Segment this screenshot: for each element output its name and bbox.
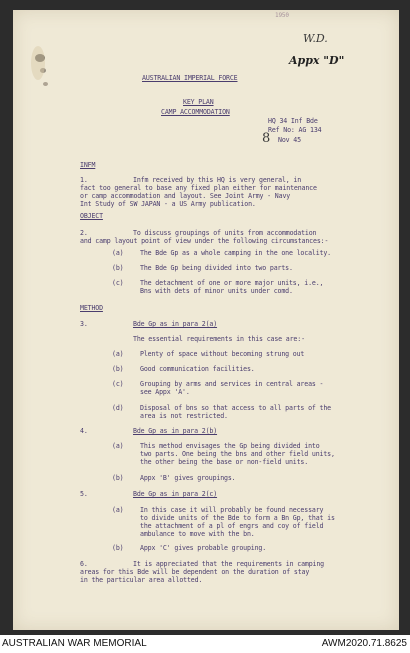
handwritten-date-num: 8 (262, 131, 271, 146)
archive-footer (0, 635, 410, 653)
stamp-top: 1950 (275, 12, 289, 19)
para-3b-label: (b) (112, 365, 124, 373)
para-2-line: To discuss groupings of units from accommodation (133, 229, 317, 237)
para-3b-line: Good communication facilities. (140, 365, 255, 373)
para-2b-line: The Bde Gp being divided into two parts. (140, 264, 293, 272)
para-2a-label: (a) (112, 249, 124, 257)
para-1-number: 1. (80, 176, 88, 184)
para-4a-label: (a) (112, 442, 124, 450)
para-4b-line: Appx 'B' gives groupings. (140, 474, 236, 482)
para-4a-line: This method envisages the Gp being divided into (140, 442, 320, 450)
para-2c-line: The detachment of one or more major units, i.e., (140, 279, 324, 287)
para-4b-label: (b) (112, 474, 124, 482)
para-3d-label: (d) (112, 404, 124, 412)
para-1-line: fact too general to base any fixed plan either for maintenance (80, 184, 317, 192)
para-5a-line: the attachment of a pl of engrs and coy of field (140, 522, 324, 530)
para-1-line: Int Study of SW JAPAN - a US Army publication. (80, 200, 256, 208)
heading-camp: CAMP ACCOMMODATION (161, 108, 230, 116)
footer-catalogue-number: AWM2020.71.8625 (321, 638, 407, 649)
para-3a-line: Plenty of space without becoming strung out (140, 350, 305, 358)
stain-mark (31, 46, 45, 80)
para-1-line: Infm received by this HQ is very general, in (133, 176, 302, 184)
ref-hq: HQ 34 Inf Bde (268, 117, 318, 125)
section-method: METHOD (80, 304, 103, 312)
para-2c-label: (c) (112, 279, 124, 287)
section-object: OBJECT (80, 212, 103, 220)
section-infm: INFM (80, 161, 96, 169)
ref-date: Nov 45 (278, 136, 301, 144)
para-5a-line: ambulance to move with the bn. (140, 530, 255, 538)
para-5-number: 5. (80, 490, 88, 498)
para-3c-line: Grouping by arms and services in central areas - (140, 380, 324, 388)
para-4a-line: two parts. One being the bns and other field units, (140, 450, 335, 458)
para-3c-line: see Appx 'A'. (140, 388, 190, 396)
para-3-heading-text: Bde Gp as in para 2(a) (133, 320, 218, 328)
para-1-line: or camp accommodation and layout. See Joint Army - Navy (80, 192, 291, 200)
para-3a-label: (a) (112, 350, 124, 358)
para-3c-label: (c) (112, 380, 124, 388)
para-2b-label: (b) (112, 264, 124, 272)
para-5a-line: to divide units of the Bde to form a Bn Gp, that is (140, 514, 335, 522)
para-3-number: 3. (80, 320, 88, 328)
para-5a-line: In this case it will probably be found necessary (140, 506, 324, 514)
para-2-line: and camp layout point of view under the following circumstances:- (80, 237, 329, 245)
ref-no: Ref No: AG 134 (268, 126, 322, 134)
stain-mark (43, 82, 48, 86)
para-5-heading-text: Bde Gp as in para 2(c) (133, 490, 218, 498)
footer-institution: AUSTRALIAN WAR MEMORIAL (2, 638, 147, 649)
para-3d-line: area is not restricted. (140, 412, 228, 420)
para-6-line: It is appreciated that the requirements in camping (133, 560, 324, 568)
para-3d-line: Disposal of bns so that access to all parts of the (140, 404, 331, 412)
heading-plan: KEY PLAN (183, 98, 214, 106)
para-4-number: 4. (80, 427, 88, 435)
handwritten-appendix: Appx "D" (289, 54, 345, 67)
heading-force: AUSTRALIAN IMPERIAL FORCE (142, 74, 238, 82)
para-5b-line: Appx 'C' gives probable grouping. (140, 544, 267, 552)
para-5b-label: (b) (112, 544, 124, 552)
para-3-heading (133, 321, 217, 329)
para-6-line: areas for this Bde will be dependent on the duration of stay (80, 568, 310, 576)
handwritten-initials: W.D. (303, 32, 328, 45)
para-2-number: 2. (80, 229, 88, 237)
para-2a-line: The Bde Gp as a whole camping in the one locality. (140, 249, 331, 257)
para-4-heading-text: Bde Gp as in para 2(b) (133, 427, 218, 435)
para-4a-line: the other being the base or non-field units. (140, 458, 309, 466)
para-6-number: 6. (80, 560, 88, 568)
document-page (13, 10, 399, 630)
para-6-line: in the particular area allotted. (80, 576, 203, 584)
para-4-heading (133, 428, 217, 436)
para-3-intro: The essential requirements in this case are:- (133, 335, 305, 343)
para-5a-label: (a) (112, 506, 124, 514)
para-5-heading (133, 491, 217, 499)
para-2c-line: Bns with dets of minor units under comd. (140, 287, 293, 295)
